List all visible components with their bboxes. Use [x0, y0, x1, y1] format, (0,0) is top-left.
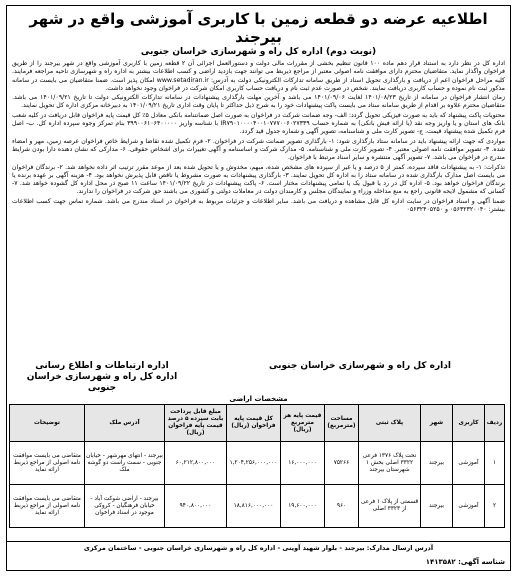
announcement-page	[6, 5, 511, 571]
table-cell: متقاضی می بایست موافقت نامه اصولی از مراجع ذیربط ارائه نماید	[10, 442, 85, 485]
announcement-body	[7, 58, 510, 360]
table-row	[10, 485, 505, 528]
table-cell: بیرجند - اراضی شوکت آباد - خیابان فرهنگیان - کروکی موجود در اسناد فراخوان	[85, 485, 165, 528]
table-cell: ۹۴۰,۸۰۰,۰۰۰	[165, 485, 227, 528]
ad-id-number: شناسه آگهی: ۱۴۱۳۵۸۲	[425, 558, 505, 566]
signature-left-line2: اداره کل راه و شهرسازی خراسان جنوبی	[26, 372, 178, 393]
table-cell: متقاضی می بایست موافقت نامه اصولی از مراجع ذیربط ارائه نماید	[10, 485, 85, 528]
column-header: توضیحات	[10, 405, 85, 442]
signature-left-line1: اداره ارتباطات و اطلاع رسانی	[35, 361, 169, 371]
table-cell: ۱۸,۸۱۶,۰۰۰,۰۰۰	[227, 485, 281, 528]
table-cell: ۶۰,۲۱۲,۸۰۰,۰۰۰	[165, 442, 227, 485]
column-header: آدرس ملک	[85, 405, 165, 442]
column-header: مبلغ قابل پرداخت بابت سپرده ۵ درصد قیمت پایه فراخوان (ریال)	[165, 405, 227, 442]
announcement-title: اطلاعیه عرضه دو قطعه زمین با کاربری آموزشی واقع در شهر بیرجند	[29, 10, 488, 46]
table-cell: ۱	[485, 442, 505, 485]
body-paragraph: زمان انتشار فراخوان در سامانه از تاریخ ۱۴۰۱/۰۸/۲۳ لغایت ۱۴۰۱/۰۹/۰۶ می باشد و آخرین مهلت بارگذاری پیشنهادات در سامانه تدارکات الکترونیکی دولت تا تاریخ ۱۴۰۱/۰۹/۲۱ می باشد. متقاضیان محترم علاوه بر اقدام از طریق سامانه ستاد می بایست پاکت پیشنهادات خود را به شرح ذیل حداکثر تا پایان وقت اداری تاریخ ۱۴۰۱/۰۹/۲۱ به دبیرخانه مرکزی اداره کل تحویل نمایند.	[12, 94, 505, 110]
table-cell: بیرجند	[421, 442, 453, 485]
signature-left	[12, 361, 192, 394]
body-paragraph: مواردی که جهت ارائه پیشنهاد باید در سامانه ستاد بارگذاری شود: ۱- بارگذاری تصویر ضمانت شرکت در فراخوان. ۲- فرم تکمیل شده تقاضا و شرایط خاص فراخوان عرصه زمین، مهر و امضاء شده. ۳- تصویر موافقت نامه اصولی معتبر. ۴- تصویر کارت ملی و شناسنامه. ۵- مدارک شرکت و اساسنامه و آگهی تغییرات برای اشخاص حقوقی. ۶- مدارکی که نشان دهنده دارا بودن شرایط مندرج در فراخوان می باشد. ۷- تصویر آگهی منتشره و سایر اسناد مرتبط با فراخوان.	[12, 137, 506, 162]
table-header-row	[10, 405, 505, 442]
column-header: کاربری	[453, 405, 485, 442]
signature-right: اداره کل راه و شهرسازی خراسان جنوبی	[269, 361, 451, 371]
body-paragraph: ضمنا آگهی و اسناد فراخوان در سایت اداره کل قابل مشاهده و دریافت می باشد. سایر اطلاعات و جزئیات مربوط به فراخوان در اسناد مندرج می باشد. شماره تماس جهت کسب اطلاعات بیشتر: ۰۵۶۳۲۳۲۰۰۴۰ و ۰۵۶۳۲۴۰۵۲۵۰	[12, 197, 505, 214]
table-cell: بیرجند	[421, 485, 453, 528]
column-header: قیمت پایه هر مترمربع (ریال)	[281, 405, 325, 442]
body-paragraph: تذکرات: ۱- به پیشنهادات فاقد سپرده، کمتر از ۵ درصد و یا غیر از سپرده های مشخص شده، مبهم، مخدوش و یا تحویل شده بعد از موعد مقرر ترتیب اثر داده نخواهد شد. ۲- برندگان فراخوان می بایست اصل مدارک بارگذاری شده در سامانه ستاد را به اداره کل تحویل نمایند. ۳- بارگذاری پیشنهادات به صورت مشروط یا ناقص قابل پذیرش نخواهد بود. ۴- هزینه آگهی بر عهده برنده یا برندگان فراخوان خواهد بود. ۵- اداره کل در رد یا قبول یک یا تمامی پیشنهادات مختار است. ۶- پاکت پیشنهادات در تاریخ ۱۴۰۱/۰۹/۲۲ ساعت ۱۱ صبح در محل اداره کل گشوده خواهد شد. ۷- کسانی که مشمول لایحه قانونی راجع به منع مداخله وزراء و نمایندگان مجلس و کارمندان دولت در معاملات دولتی و کشوری می باشند حق شرکت در فراخوان را ندارند.	[12, 163, 506, 196]
table-cell: آموزشی	[453, 485, 485, 528]
column-header: مساحت (مترمربع)	[325, 405, 359, 442]
table-cell: بیرجند - انتهای مهرشهر - خیابان جنوبی - سمت راست دو گوشه ملک	[85, 442, 165, 485]
table-cell: ۹۶۰	[325, 485, 359, 528]
column-header: شهر	[421, 405, 453, 442]
table-cell: ۱۶,۰۰۰,۰۰۰	[281, 442, 325, 485]
body-paragraph: اداره کل در نظر دارد به استناد قرار دهم ماده ۱۰۰ قانون تنظیم بخشی از مقررات مالی دولت و دستورالعمل اجرائی آن ۲ قطعه زمین با کاربری آموزشی واقع در شهر بیرجند را از طریق فراخوان واگذار نماید. متقاضیان محترم دارای موافقت نامه اصولی معتبر از مراجع ذیربط می توانند جهت بازدید اراضی و کسب اطلاعات بیشتر به اداره راه و شهرسازی ناحیه مراجعه فرمایند. کلیه مراحل فراخوان اعم از دریافت و بارگذاری تحویل اسناد از طریق سامانه تدارکات الکترونیکی دولت به آدرس: www.setadiran.ir امکان پذیر است. ضمنا متقاضیان می بایست در سامانه مذکور ثبت نام نموده و حساب کاربری دریافت نمایند. شخص در صورت عدم ثبت نام و دریافت حساب کاربری امکان شرکت در فراخوان وجود نخواهد داشت.	[12, 60, 505, 92]
table-cell: ۱,۲۰۴,۲۵۶,۰۰۰,۰۰۰	[227, 442, 281, 485]
announcement-subtitle: (نوبت دوم) اداره کل راه و شهرسازی خراسان جنوبی	[140, 47, 377, 57]
column-header: کل قیمت پایه فراخوان (ریال)	[227, 405, 281, 442]
signature-block	[7, 361, 510, 394]
column-header: ردیف	[485, 405, 505, 442]
table-cell: ۷۵۲۶۶	[325, 442, 359, 485]
table-cell: ۱۹,۶۰۰,۰۰۰	[281, 485, 325, 528]
table-cell: تحت پلاک ۱۳۷۶ فرعی ۳۳۲۲ اصلی بخش ۱ شهرستان بیرجند	[359, 442, 421, 485]
table-caption: مشخصات اراضی	[229, 395, 288, 403]
body-paragraph: محتویات پاکت پیشنهاد که باید به صورت فیزیکی تحویل گردد: الف- وجه ضمانت شرکت در فراخوان به صورت اصل ضمانتنامه بانکی معادل ۵٪ کل قیمت پایه فراخوان قابل دریافت در کلیه شعب بانک های استان و یا واریز وجه نقد (یا ارائه فیش بانکی) به شماره حساب IR۷۹۰۱۰۰۰۰۴۰۰۱۰۷۷۷۰۰۶۰۲۷۳۳۹ با شناسه واریز ۳۹۹۰۰۶۱۰۶۴۰۰۰۰۰ بنام تمرکز وجوه سپرده اداره کل. ب- اصل فرم تکمیل شده پیشنهاد قیمت. ج- تصویر کارت ملی و شناسنامه، تصویر آگهی و شماره جدول قید گردد.	[12, 111, 505, 136]
footer-address: آدرس ارسال مدارک: بیرجند - بلوار شهید آوینی - اداره کل راه و شهرسازی خراسان جنوبی - ساختمان مرکزی	[7, 541, 510, 552]
table-cell: آموزشی	[453, 442, 485, 485]
table-cell: قسمتی از پلاک ۱ فرعی از ۳۳۲۳ اصلی	[359, 485, 421, 528]
column-header: پلاک ثبتی	[359, 405, 421, 442]
table-cell: ۲	[485, 485, 505, 528]
land-specs-table	[9, 404, 505, 528]
table-row	[10, 442, 505, 485]
